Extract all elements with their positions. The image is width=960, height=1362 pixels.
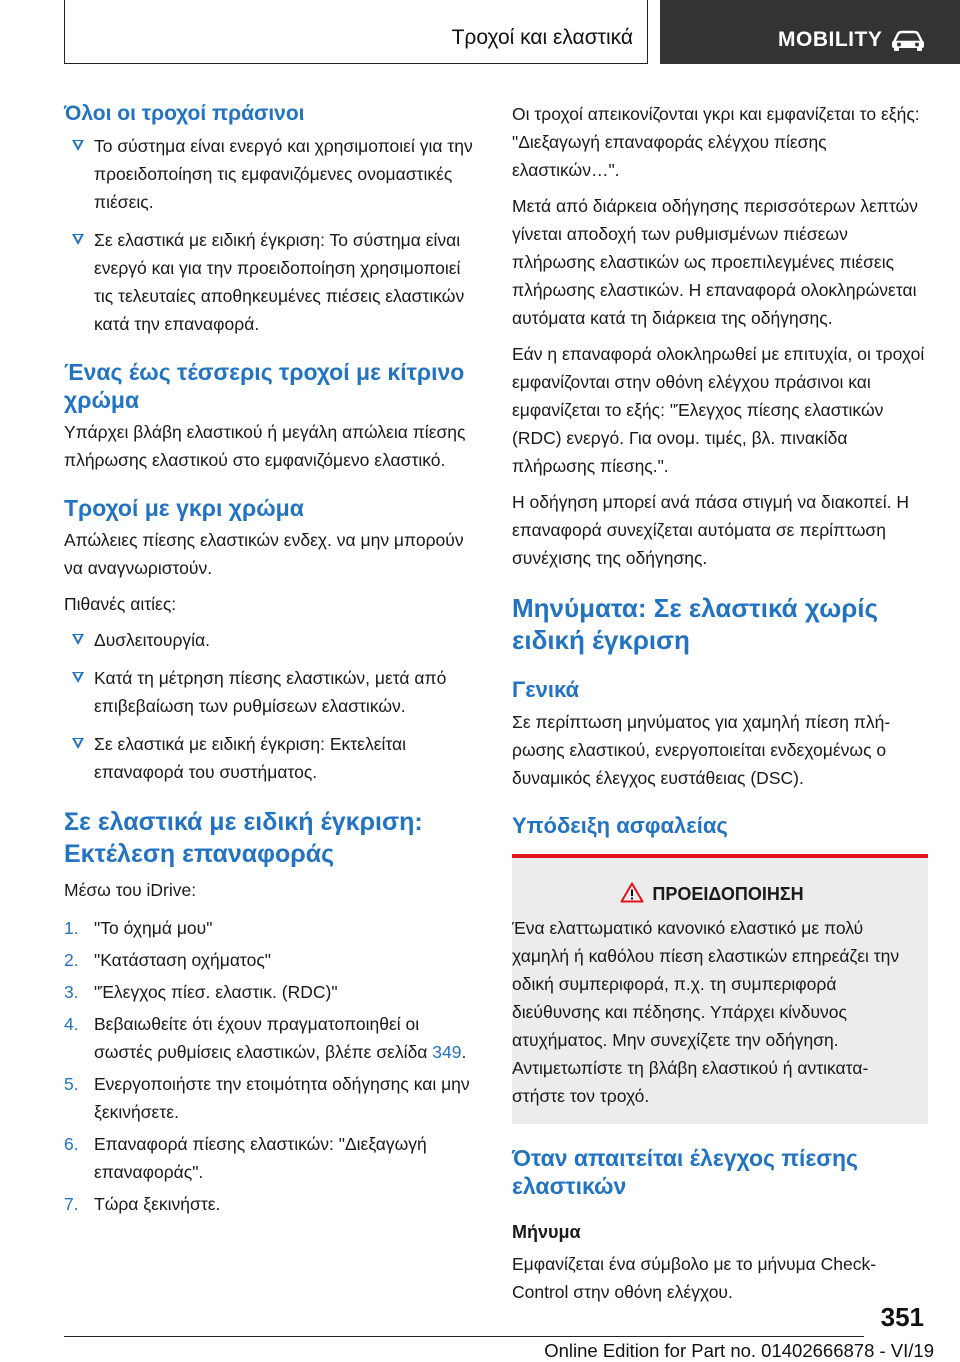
bullet-triangle-icon [72, 234, 84, 245]
car-icon [890, 28, 926, 52]
paragraph: Οι τροχοί απεικονίζονται γκρι και εμφανίζεται το εξής: "Διεξαγωγή επαναφοράς ελέγχου πίεσης ελαστικών…". [512, 104, 920, 180]
heading-general: Γενικά [512, 677, 580, 702]
heading-gray: Τροχοί με γκρι χρώμα [64, 495, 304, 521]
step-item: 1. "Το όχημά μου" [64, 918, 213, 938]
section-tab [64, 0, 648, 64]
heading-when-check: Όταν απαιτείται έλεγχος πίεσης ελαστικών [512, 1145, 859, 1199]
chapter-label: MOBILITY [778, 28, 883, 51]
paragraph: Εάν η επαναφορά ολοκληρωθεί με επιτυχία, οι τροχοί εμφανίζονται στην οθόνη ελέγχου πράσινοι και εμφανίζεται το εξής: "Έλεγχος πίεσης ελαστικών (RDC) ενεργό. Για ονομ. τιμές, βλ. πινακίδα πλήρωσης πίεσης.". [512, 344, 925, 476]
warning-text: Ένα ελαττωματικό κανονικό ελαστικό με πολύ χαμηλή ή καθόλου πίεση ελαστικών επηρεάζει την οδική συμπεριφορά, π.χ. τη συμπεριφορά διεύθυνσης και πέδησης. Υπάρχει κίνδυνος ατυχήματος. Μην συνεχίζετε την οδήγηση. Αντιμετωπίστε τη βλάβη ελαστικού ή αντικαταστήστε τον τροχό. [512, 918, 900, 1106]
heading-safety: Υπόδειξη ασφαλείας [512, 813, 728, 838]
warning-header [512, 880, 912, 908]
heading-yellow: Ένας έως τέσσερις τροχοί με κίτρινο χρώμα [64, 359, 465, 413]
step-item: 2. "Κατάσταση οχήματος" [64, 950, 271, 970]
step-item: 7. Τώρα ξεκινήστε. [64, 1194, 221, 1214]
heading-all-green: Όλοι οι τροχοί πράσινοι [64, 102, 305, 125]
warning-box [512, 854, 928, 1124]
yellow-text: Υπάρχει βλάβη ελαστικού ή μεγάλη απώλεια πίεσης πλήρωσης ελαστικού στο εμφανιζόμενο ελαστικό. [64, 422, 466, 470]
step-item: 4. Βεβαιωθείτε ότι έχουν πραγματοποιηθεί οι σωστές ρυθμίσεις ελαστικών, βλέπε σελίδα 349. [64, 1014, 467, 1062]
page-footer [0, 1290, 960, 1362]
message-label: Μήνυμα [512, 1222, 581, 1242]
page-link[interactable]: 349 [432, 1042, 462, 1062]
gray-text: Απώλειες πίεσης ελαστικών ενδεχ. να μην μπορούν να αναγνωριστούν. [64, 530, 464, 578]
left-column [64, 100, 480, 1218]
all-green-list [64, 132, 480, 338]
step-item: 5. Ενεργοποιήστε την ετοιμότητα οδήγησης και μην ξεκινήσετε. [64, 1074, 470, 1122]
footer-divider [64, 1336, 864, 1337]
message-text: Εμφανίζεται ένα σύμβολο με το μήνυμα Check-Control στην οθόνη ελέγχου. [512, 1254, 877, 1302]
step-item: 3. "Έλεγχος πίεσ. ελαστικ. (RDC)" [64, 982, 338, 1002]
page-header [0, 0, 960, 66]
bullet-triangle-icon [72, 738, 84, 749]
warning-triangle-icon [620, 882, 644, 903]
paragraph: Μετά από διάρκεια οδήγησης περισσότερων λεπτών γίνεται αποδοχή των ρυθμισμένων πιέσεων πλήρωσης ελαστικών ως προεπιλεγμένες πιέσεις πλήρωσης ελαστικών. Η επαναφορά ολοκληρώνεται αυτόματα κατά τη διάρκεια της οδήγησης. [512, 196, 918, 328]
bullet-triangle-icon [72, 672, 84, 683]
bullet-triangle-icon [72, 140, 84, 151]
right-column [512, 100, 928, 1306]
heading-reset: Σε ελαστικά με ειδική έγκριση: Εκτέλεση επαναφοράς [64, 808, 423, 868]
list-item: Κατά τη μέτρηση πίεσης ελαστικών, μετά από επιβεβαίωση των ρυθμίσεων ελαστικών. [64, 664, 480, 720]
general-text: Σε περίπτωση μηνύματος για χαμηλή πίεση πλήρωσης ελαστικού, ενεργοποιείται ενδεχομένως ο δυναμικός έλεγχος ευστάθειας (DSC). [512, 712, 891, 788]
via-idrive: Μέσω του iDrive: [64, 880, 197, 900]
list-item: Σε ελαστικά με ειδική έγκριση: Εκτελείται επαναφορά του συστήματος. [64, 730, 480, 786]
bullet-triangle-icon [72, 634, 84, 645]
causes-label: Πιθανές αιτίες: [64, 594, 177, 614]
section-title: Τροχοί και ελαστικά [451, 26, 633, 49]
paragraph: Η οδήγηση μπορεί ανά πάσα στιγμή να διακοπεί. Η επαναφορά συνεχίζεται αυτόματα σε περίπτωση συνέχισης της οδήγησης. [512, 492, 909, 568]
reset-steps [64, 914, 480, 1218]
list-item: Το σύστημα είναι ενεργό και χρησιμοποιεί για την προειδοποίηση τις εμφανιζόμενες ονομαστικές πιέσεις. [64, 132, 480, 216]
step-item: 6. Επαναφορά πίεσης ελαστικών: "Διεξαγωγή επαναφοράς". [64, 1134, 427, 1182]
page-number: 351 [880, 1302, 924, 1332]
heading-messages: Μηνύματα: Σε ελαστικά χωρίς ειδική έγκριση [512, 593, 879, 655]
edition-info: Online Edition for Part no. 01402666878 - VI/19 [544, 1340, 934, 1361]
list-item: Σε ελαστικά με ειδική έγκριση: Το σύστημα είναι ενεργό και για την προειδοποίηση χρησιμοποιεί τις τελευταίες αποθηκευμένες πιέσεις ελαστικών κατά την επαναφορά. [64, 226, 480, 338]
causes-list [64, 626, 480, 786]
list-item: Δυσλειτουργία. [64, 626, 480, 654]
warning-label: ΠΡΟΕΙΔΟΠΟΙΗΣΗ [652, 884, 804, 904]
chapter-tab [660, 0, 960, 64]
